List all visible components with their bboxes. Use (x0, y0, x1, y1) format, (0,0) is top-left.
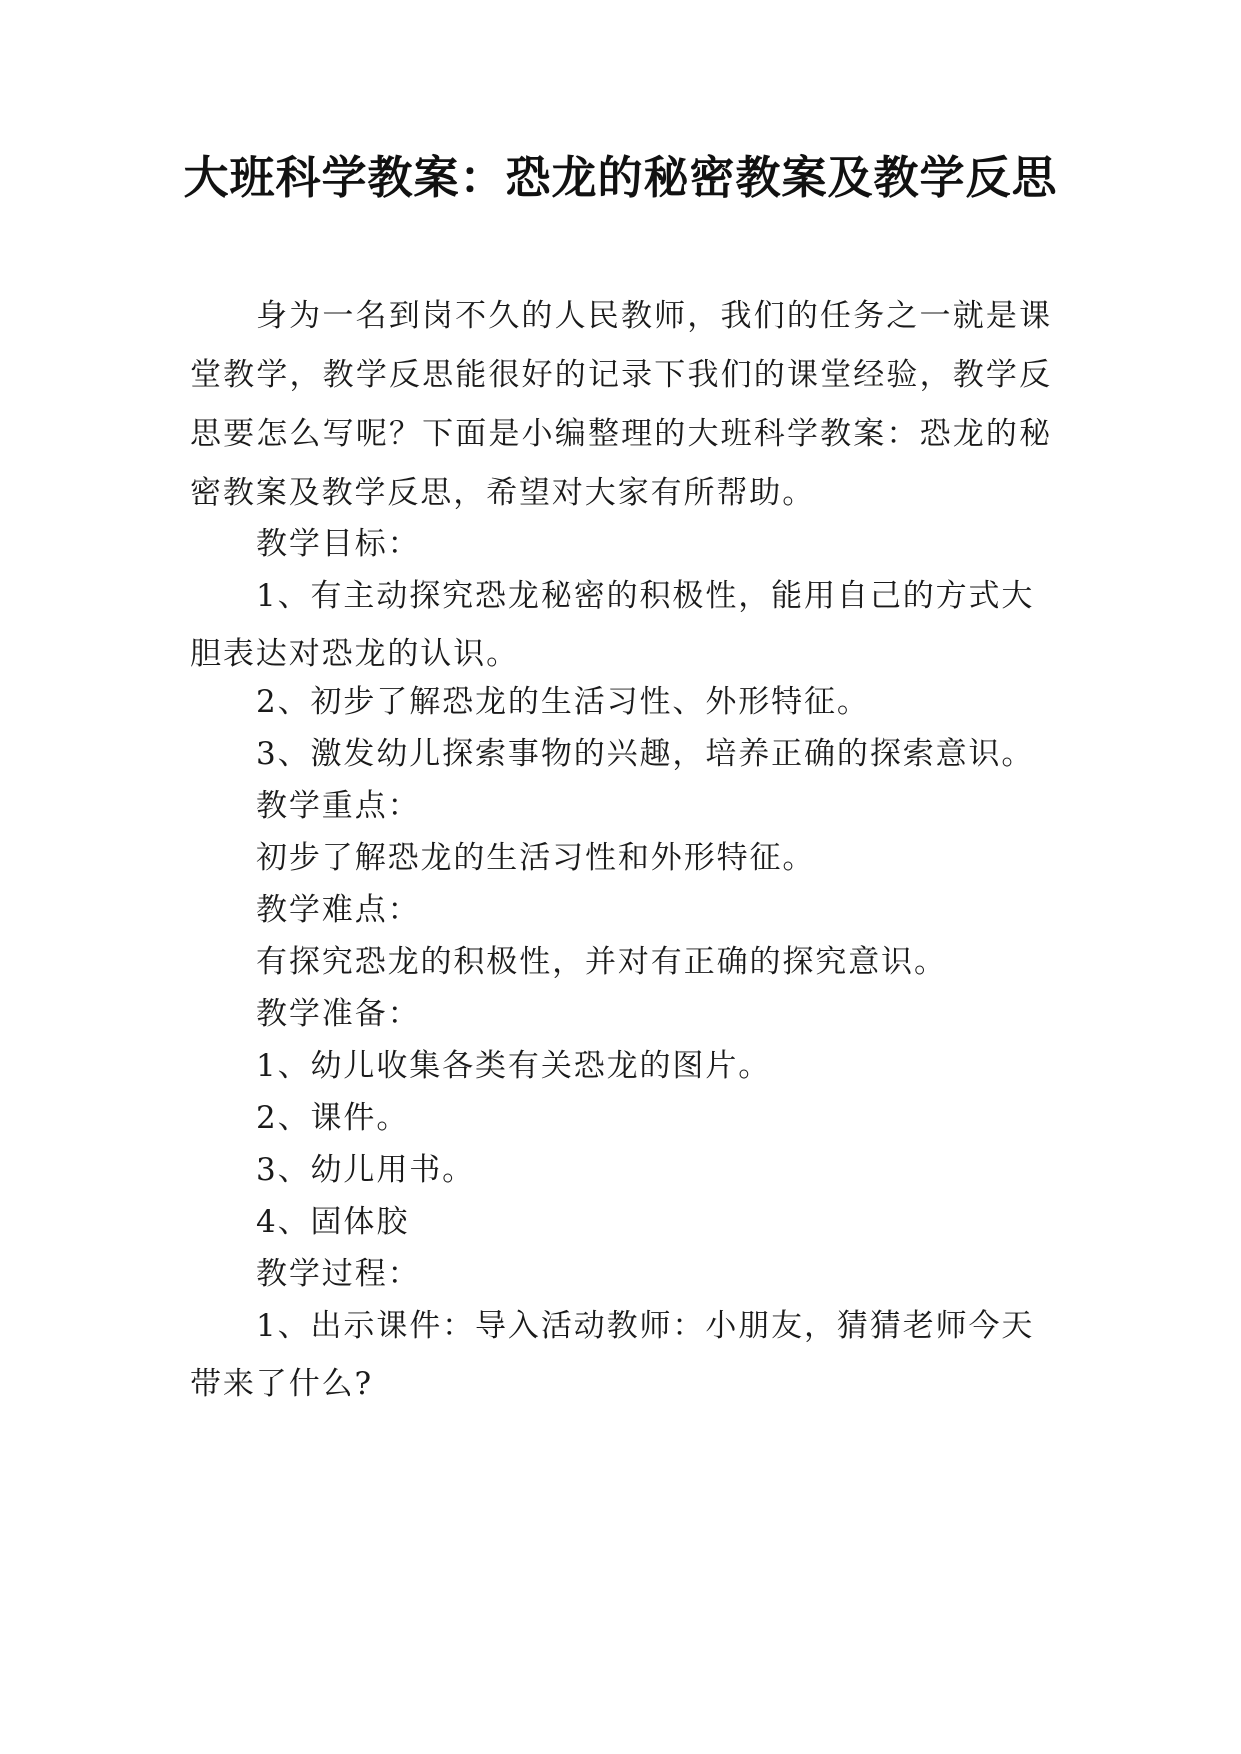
document-title: 大班科学教案：恐龙的秘密教案及教学反思 (183, 151, 1058, 204)
preparation-item-2: 2、课件。 (256, 1100, 410, 1136)
preparation-heading: 教学准备： (256, 996, 421, 1032)
process-step-1: 1、出示课件：导入活动教师：小朋友，猜猜老师今天带来了什么? (190, 1308, 1035, 1402)
intro-paragraph: 身为一名到岗不久的人民教师，我们的任务之一就是课堂教学，教学反思能很好的记录下我们的课堂经验，教学反思要怎么写呢？下面是小编整理的大班科学教案：恐龙的秘密教案及教学反思，希望对大家有所帮助。 (190, 298, 1052, 511)
key-points-heading: 教学重点： (256, 788, 421, 824)
goal-item-1: 1、有主动探究恐龙秘密的积极性，能用自己的方式大胆表达对恐龙的认识。 (190, 578, 1035, 672)
goals-heading: 教学目标： (256, 526, 421, 562)
preparation-item-3: 3、幼儿用书。 (256, 1152, 476, 1188)
difficulty-text: 有探究恐龙的积极性，并对有正确的探究意识。 (256, 944, 947, 980)
process-heading: 教学过程： (256, 1256, 421, 1292)
goal-item-3: 3、激发幼儿探索事物的兴趣，培养正确的探索意识。 (256, 736, 1035, 772)
difficulty-heading: 教学难点： (256, 892, 421, 928)
preparation-item-4: 4、固体胶 (256, 1204, 410, 1240)
preparation-item-1: 1、幼儿收集各类有关恐龙的图片。 (256, 1048, 772, 1084)
key-points-text: 初步了解恐龙的生活习性和外形特征。 (256, 840, 816, 876)
goal-item-2: 2、初步了解恐龙的生活习性、外形特征。 (256, 684, 870, 720)
